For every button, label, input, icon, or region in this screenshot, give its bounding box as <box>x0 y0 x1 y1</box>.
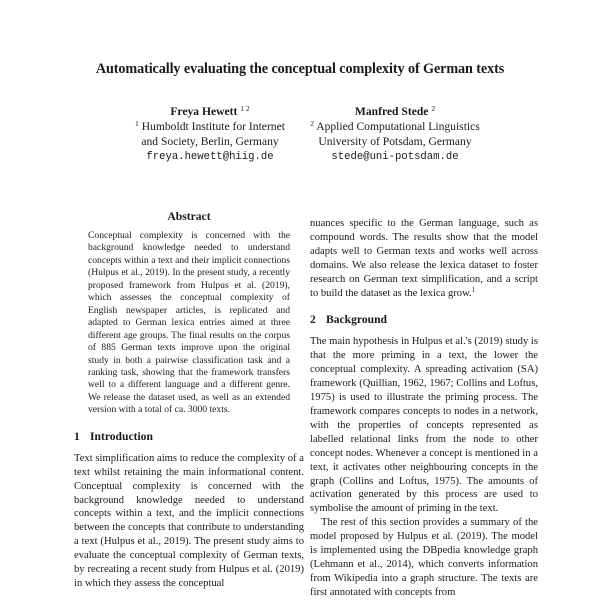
paper-title: Automatically evaluating the conceptual complexity of German texts <box>95 61 505 77</box>
affiliation-line: University of Potsdam, Germany <box>318 135 472 149</box>
author-superscript: 2 <box>431 104 436 113</box>
background-paragraph-1: The main hypothesis in Hulpus et al.'s (2019) study is that the more priming in a text, the lower the conceptual complexity. A spreading activation (SA) framework (Quillian, 1962, 1967; Collins and Loftus, 1975) is used to illustrate the priming process. The framework compares concepts to nodes in a network, with the properties of concepts represented as labelled relational links from the node to other concept nodes. Whenever a concept is mentioned in a text, it activates other neighbouring concepts in the graph (Collins and Loftus, 1975). The amounts of activation generated by this process are used to symbolise the amount of priming in the text. <box>310 336 538 515</box>
affiliation-line: and Society, Berlin, Germany <box>141 135 279 149</box>
affiliation-line: Humboldt Institute for Internet <box>141 120 285 134</box>
section-title: Introduction <box>90 429 153 443</box>
author-email: stede@uni-potsdam.de <box>331 150 459 163</box>
author-name: Manfred Stede <box>354 105 429 118</box>
affiliation-superscript: 2 <box>310 119 314 129</box>
author-block-1 <box>110 104 310 165</box>
section-number: 2 <box>310 313 316 327</box>
author-name: Freya Hewett <box>170 105 238 118</box>
footnote-mark: 1 <box>471 285 476 294</box>
right-column <box>310 217 538 600</box>
continued-text: nuances specific to the German language, such as compound words. The results show that the model adapts well to German texts and works well across domains. We also release the lexica dataset to foster research on German text simplification, and a script to build the dataset as the lexica grow. <box>310 218 538 299</box>
author-email: freya.hewett@hiig.de <box>146 150 274 163</box>
intro-paragraph: Text simplification aims to reduce the complexity of a text whilst retaining the main informational content. Conceptual complexity is concerned with the background knowledge needed to understand concepts within a text, and the implicit connections between the concepts that contribute to understanding a text (Hulpus et al., 2019). The present study aims to evaluate the conceptual complexity of German texts, by recreating a recent study from Hulpus et al. (2019) in which they assess the conceptual <box>74 452 304 589</box>
author-superscript: 1 2 <box>240 104 250 113</box>
affiliation-superscript: 1 <box>135 119 139 129</box>
affiliation-line: Applied Computational Linguistics <box>316 120 480 134</box>
abstract-heading: Abstract <box>167 210 211 223</box>
abstract-text: Conceptual complexity is concerned with the background knowledge needed to understand concepts within a text and their implicit connections (Hulpus et al., 2019). In the present study, a recently proposed framework from Hulpus et al. (2019), which assesses the conceptual complexity of English newspaper articles, is replicated and adapted to German lexica entries aimed at three different age groups. The final results on the corpus of 885 German texts improve upon the original study in both a pairwise classification task and a ranking task, showing that the framework transfers well to a different language and a different genre. We release the dataset used, as well as an extended version with a total of ca. 3000 texts. <box>88 230 290 416</box>
author-block-2 <box>300 104 490 165</box>
background-paragraph-2: The rest of this section provides a summary of the model proposed by Hulpus et al. (2019). The model is implemented using the DBpedia knowledge graph (Lehmann et al., 2014), which converts information from Wikipedia into a graph structure. The texts are first annotated with concepts from <box>310 517 538 598</box>
section-number: 1 <box>74 429 80 443</box>
section-heading-introduction <box>74 430 304 443</box>
section-heading-background <box>310 313 538 326</box>
left-column <box>74 210 304 591</box>
section-title: Background <box>326 313 387 327</box>
continued-paragraph <box>310 217 538 300</box>
